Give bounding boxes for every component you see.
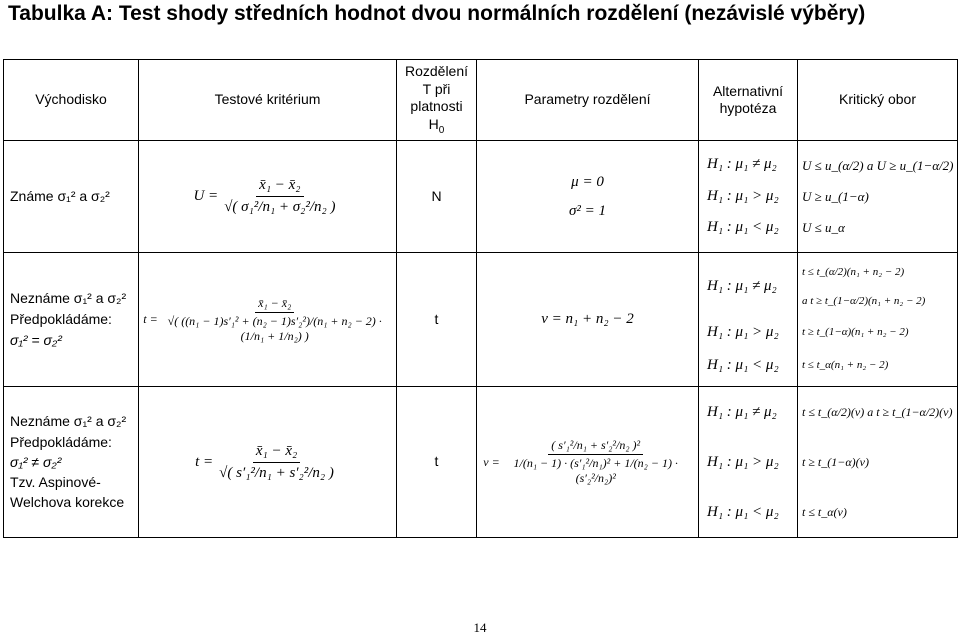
row2-krit-gt: t ≥ t_(1−α)(n₁ + n₂ − 2) [802,325,909,338]
header-kriticky [798,60,957,140]
row1-param-mu: μ = 0 [571,174,604,190]
row2-kriterium-numerator: x̄₁ − x̄₂ [255,296,294,313]
header-vychodisko-label: Východisko [35,91,107,108]
row1-krit-ne: U ≤ u_(α/2) a U ≥ u_(1−α/2) [802,157,954,173]
row2-hyp-ne: H₁ : μ₁ ≠ μ₂ [707,278,777,295]
row3-vychodisko-line2: Předpokládáme: [10,433,112,450]
row3-hyp-lt: H₁ : μ₁ < μ₂ [707,503,779,520]
header-parametry [477,60,698,140]
row2-kriterium-denominator: √( ((n₁ − 1)s′₁² + (n₂ − 1)s′₂²)/(n₁ + n₂ − 2) · (1/n₁ + 1/n₂) ) [167,313,382,343]
row1-kriterium-fraction [221,176,338,217]
row2-rozdeleni [397,253,476,386]
row3-rozdeleni-text: t [434,453,439,470]
row2-vychodisko-line1: Neznáme σ₁² a σ₂² [10,290,127,306]
row3-krit-ne: t ≤ t_(α/2)(ν) a t ≥ t_(1−α/2)(ν) [802,405,953,419]
row3-parametry [477,387,698,537]
row3-krit-lt: t ≤ t_α(ν) [802,505,847,519]
row3-param-lhs: ν = [483,454,500,469]
row2-rozdeleni-text: t [434,310,439,327]
header-h-sub: 0 [438,124,445,136]
row1-parametry [477,141,698,252]
row3-kriterium-denominator: √( s′₁²/n₁ + s′₂²/n₂ ) [219,464,334,481]
row3-param-denominator: 1/(n₁ − 1) · (s′₁²/n₁)² + 1/(n₂ − 1) · (s′₂²/n₂)² [513,456,678,485]
row3-vychodisko-line3: σ₁² ≠ σ₂² [10,453,62,470]
row1-kriticky [798,141,957,252]
row3-kriterium-fraction [216,442,337,483]
row2-hypotezy [699,253,797,386]
row1-krit-gt: U ≥ u_(1−α) [802,188,869,204]
header-h-letter: H [428,115,439,132]
row3-kriterium-numerator: x̄₁ − x̄₂ [253,442,300,463]
row3-vychodisko [4,387,138,537]
row2-krit-ne-upper: a t ≥ t_(1−α/2)(n₁ + n₂ − 2) [802,294,926,307]
row3-kriterium [139,387,396,537]
row2-param-nu: ν = n₁ + n₂ − 2 [541,311,634,328]
row3-krit-gt: t ≥ t_(1−α)(ν) [802,455,869,469]
row1-kriterium [139,141,396,252]
row2-hyp-gt: H₁ : μ₁ > μ₂ [707,323,779,340]
row1-param-sigma: σ² = 1 [568,202,607,219]
row2-kriterium-lhs: t = [143,312,158,326]
row1-kriterium-denominator: √( σ₁²/n₁ + σ₂²/n₂ ) [224,199,336,215]
row3-hyp-ne: H₁ : μ₁ ≠ μ₂ [707,403,777,420]
header-alternativni [699,60,797,140]
row2-krit-lt: t ≤ t_α(n₁ + n₂ − 2) [802,358,889,371]
row1-vychodisko-text: Známe σ₁² a σ₂² [10,187,110,204]
header-rozdeleni-line4 [429,116,445,137]
row1-hypotezy [699,141,797,252]
row1-kriterium-numerator: x̄₁ − x̄₂ [256,176,303,197]
row1-vychodisko [4,141,138,252]
page-number: 14 [473,620,487,635]
row1-kriterium-lhs: U = [193,188,219,205]
row3-vychodisko-line4: Tzv. Aspinové- [10,474,101,491]
row3-hyp-gt: H₁ : μ₁ > μ₂ [707,453,779,470]
row1-rozdeleni [397,141,476,252]
row2-kriterium [139,253,396,386]
row3-rozdeleni [397,387,476,537]
row2-krit-ne-lower: t ≤ t_(α/2)(n₁ + n₂ − 2) [802,265,905,278]
row3-kriterium-lhs: t = [195,453,214,470]
row2-kriticky [798,253,957,386]
header-rozdeleni-line2: T při [422,80,451,97]
row2-kriterium-fraction [161,296,389,344]
row3-vychodisko-line1: Neznáme σ₁² a σ₂² [10,413,127,430]
row1-krit-lt: U ≤ u_α [802,220,845,236]
row1-hyp-ne: H₁ : μ₁ ≠ μ₂ [707,156,777,173]
header-alternativni-line1: Alternativní [712,82,784,99]
row2-vychodisko-line3: σ₁² = σ₂² [10,332,62,348]
header-vychodisko [4,60,138,140]
row2-parametry [477,253,698,386]
row2-hyp-lt: H₁ : μ₁ < μ₂ [707,356,779,373]
row3-param-numerator: ( s′₁²/n₁ + s′₂²/n₂ )² [548,438,643,455]
header-alternativni-line2: hypotéza [719,100,777,116]
row3-kriticky [798,387,957,537]
header-kriterium-label: Testové kritérium [214,91,321,108]
header-kriterium [139,60,396,140]
row1-rozdeleni-text: N [431,187,442,204]
header-rozdeleni-line1: Rozdělení [404,63,469,80]
row2-vychodisko [4,253,138,386]
row1-hyp-lt: H₁ : μ₁ < μ₂ [707,219,779,236]
header-rozdeleni [397,60,476,140]
row3-vychodisko-line5: Welchova korekce [10,494,125,511]
header-rozdeleni-line3: platnosti [410,98,463,115]
header-kriticky-label: Kritický obor [838,91,917,108]
row2-vychodisko-line2: Předpokládáme: [10,311,112,327]
row1-hyp-gt: H₁ : μ₁ > μ₂ [707,187,779,204]
row3-hypotezy [699,387,797,537]
header-parametry-label: Parametry rozdělení [524,91,651,108]
row3-param-fraction [503,438,689,486]
table-title: Tabulka A: Test shody středních hodnot dvou normálních rozdělení (nezávislé výběry) [8,2,866,25]
